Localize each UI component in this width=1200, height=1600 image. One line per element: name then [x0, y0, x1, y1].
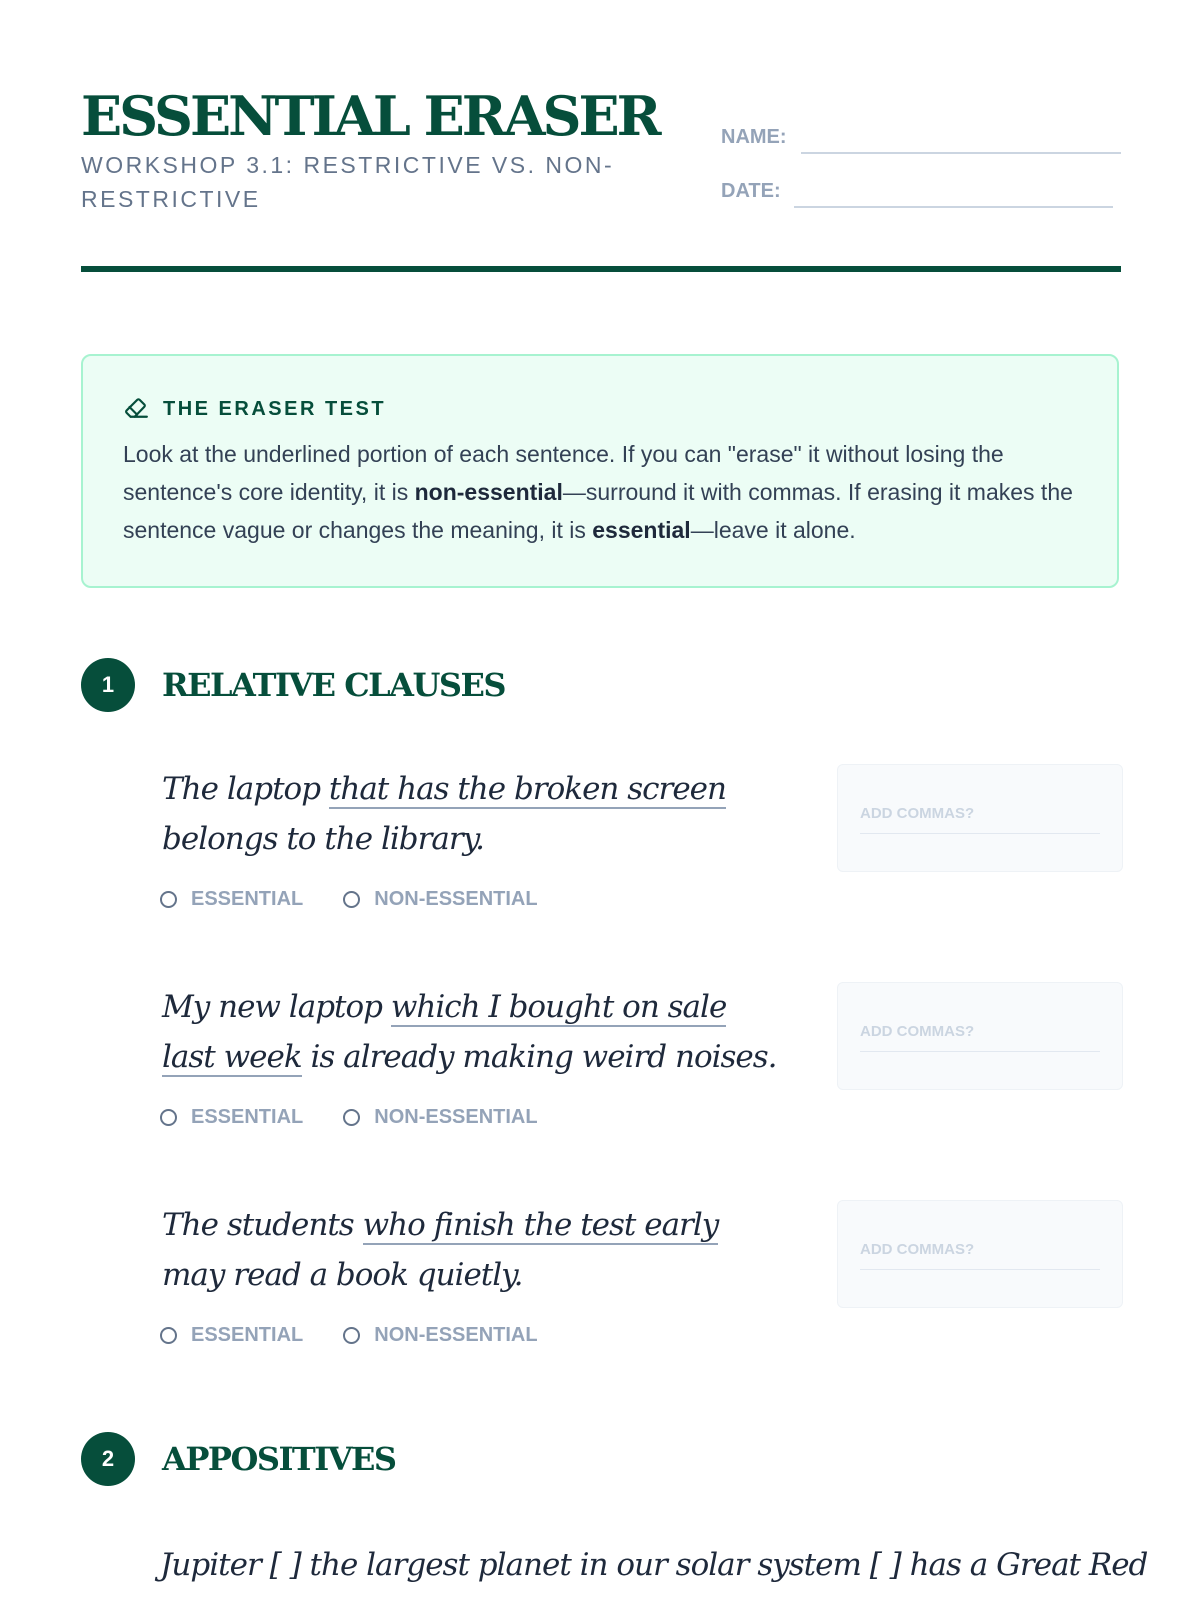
- appositive-sentence: Jupiter [ ] the largest planet in our solar system [ ] has a Great Red: [160, 1547, 1148, 1583]
- radio-button[interactable]: [160, 1109, 177, 1126]
- section-appositives: [81, 1432, 396, 1486]
- section-title: RELATIVE CLAUSES: [162, 666, 506, 704]
- answer-choices: [160, 1106, 578, 1129]
- exercise-sentence: My new laptop which I bought on sale last week is already making weird noises.: [162, 989, 777, 1075]
- exercise-sentence: The laptop that has the broken screen belongs to the library.: [162, 771, 726, 857]
- add-commas-box[interactable]: [837, 1200, 1123, 1308]
- callout-title: THE ERASER TEST: [163, 397, 387, 420]
- add-commas-label: ADD COMMAS?: [860, 1023, 975, 1040]
- worksheet-title: ESSENTIAL ERASER: [81, 84, 659, 148]
- radio-button[interactable]: [160, 891, 177, 908]
- date-input-line[interactable]: [794, 206, 1113, 208]
- name-label: NAME:: [721, 126, 787, 148]
- radio-button[interactable]: [343, 1327, 360, 1344]
- essential-term: essential: [592, 517, 691, 543]
- radio-button[interactable]: [343, 891, 360, 908]
- underlined-phrase: which I bought on sale last week: [162, 989, 727, 1075]
- exercise-sentence: The students who finish the test early may read a book quietly.: [162, 1207, 719, 1293]
- worksheet-subtitle: WORKSHOP 3.1: RESTRICTIVE VS. NON-RESTRICTIVE: [81, 152, 615, 212]
- exercise-item-3: [162, 1200, 1122, 1380]
- essential-option[interactable]: ESSENTIAL: [160, 1106, 303, 1129]
- non-essential-option[interactable]: NON-ESSENTIAL: [343, 1106, 537, 1129]
- add-commas-box[interactable]: [837, 982, 1123, 1090]
- non-essential-term: non-essential: [414, 479, 563, 505]
- eraser-test-callout: [81, 354, 1119, 588]
- name-field: [721, 120, 1121, 154]
- exercise-item-1: [162, 764, 1122, 944]
- worksheet-header: [81, 84, 1121, 274]
- essential-option[interactable]: ESSENTIAL: [160, 1324, 303, 1347]
- name-input-line[interactable]: [801, 152, 1121, 154]
- radio-button[interactable]: [160, 1327, 177, 1344]
- answer-choices: [160, 1324, 578, 1347]
- answer-choices: [160, 888, 578, 911]
- add-commas-label: ADD COMMAS?: [860, 1241, 975, 1258]
- header-divider: [81, 266, 1121, 272]
- section-number-badge: 1: [81, 658, 135, 712]
- callout-header: [123, 396, 386, 422]
- underlined-phrase: who finish the test early: [362, 1207, 719, 1243]
- section-relative-clauses: [81, 658, 505, 712]
- date-field: [721, 174, 1121, 208]
- underlined-phrase: that has the broken screen: [328, 771, 726, 807]
- callout-body: Look at the underlined portion of each sentence. If you can "erase" it without losing the sentence's core identity, it is non-essential—surround it with commas. If erasing it makes the sentence vague or changes the meaning, it is essential—leave it alone.: [123, 441, 1073, 543]
- eraser-icon: [123, 394, 149, 425]
- add-commas-line[interactable]: [860, 1269, 1100, 1270]
- non-essential-option[interactable]: NON-ESSENTIAL: [343, 1324, 537, 1347]
- add-commas-line[interactable]: [860, 833, 1100, 834]
- date-label: DATE:: [721, 180, 781, 202]
- add-commas-line[interactable]: [860, 1051, 1100, 1052]
- essential-option[interactable]: ESSENTIAL: [160, 888, 303, 911]
- radio-button[interactable]: [343, 1109, 360, 1126]
- add-commas-box[interactable]: [837, 764, 1123, 872]
- section-title: APPOSITIVES: [162, 1440, 396, 1478]
- add-commas-label: ADD COMMAS?: [860, 805, 975, 822]
- exercise-item-2: [162, 982, 1122, 1162]
- section-number-badge: 2: [81, 1432, 135, 1486]
- non-essential-option[interactable]: NON-ESSENTIAL: [343, 888, 537, 911]
